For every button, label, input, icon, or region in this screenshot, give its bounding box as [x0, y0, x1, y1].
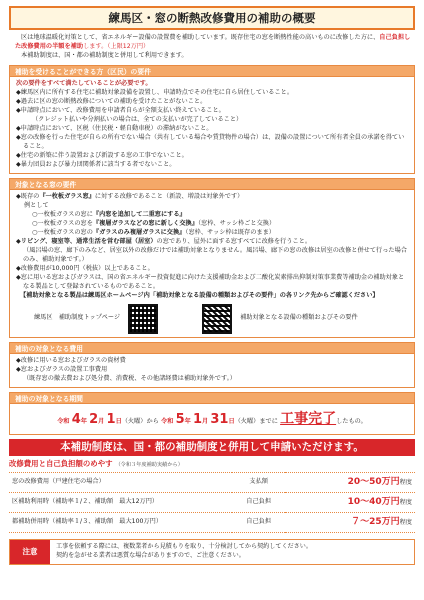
period-end-month: 1 — [192, 411, 202, 427]
text: ○一枚板ガラスの窓に — [32, 210, 93, 218]
cost-suffix: 程度 — [399, 519, 412, 527]
section-eligibility — [9, 77, 415, 174]
table-row — [9, 513, 415, 533]
cost-kind: 自己負担 — [232, 513, 285, 533]
section-eligibility-heading: 補助を受けることができる方（区民）の要件 — [9, 65, 415, 77]
period-start-year: 4 — [71, 411, 81, 427]
eligibility-item: ◆過去に区の窓の断熱改修についての補助を受けたことがないこと。 — [16, 97, 207, 105]
window-req-1 — [16, 193, 408, 202]
window-req-4: ◆窓に用いる窓およびガラスは、国の省エネルギー投資促進に向けた支援補助金および二酸化炭素排出抑制対策事業費等補助金の補助対象となる製品として登録されているものであること。 — [16, 273, 405, 290]
period-era: 令和 — [161, 417, 174, 425]
window-req-3: ◆改修費用が10,000円（税抜）以上であること。 — [16, 264, 154, 272]
cost-suffix: 程度 — [399, 499, 412, 507]
section-window-heading: 対象となる窓の要件 — [9, 178, 415, 190]
text: ○一枚板ガラスの窓を — [32, 219, 93, 227]
window-req-2 — [16, 238, 408, 247]
cost-table — [9, 472, 415, 533]
combined-subsidy-banner: 本補助制度は、国・都の補助制度と併用して申請いただけます。 — [9, 439, 415, 456]
period-unit: 年 — [184, 417, 191, 425]
window-example — [16, 211, 408, 220]
window-example — [16, 220, 408, 229]
eligibility-item: ◆窓の改修を行った住宅が自らの所有でない場合（共有している場合や賃貸物件の場合）は、設備の設置について所有者全員の承諾を得ていること。 — [16, 133, 405, 150]
eligibility-item: ◆申請時点において、改修費用を申請者自らが全額支払い終えていること。 — [16, 106, 225, 114]
text-bold: ◆リビング、寝室等、通常生活を営む部屋（居室） — [16, 237, 157, 245]
period-unit: 日 — [115, 417, 122, 425]
period-suffix: したもの。 — [336, 417, 367, 425]
text: に対する改修であること（新設、増設は対象外です） — [94, 192, 244, 200]
cost-label: 都補助併用時（補助率１/３、補助額 最大100万円） — [9, 513, 232, 533]
window-req-note: （風呂場の窓、廊下のみなど、居室以外の改修だけでは補助対象となりません。風呂場、廊下の窓の改修は居室の改修と併せて行った場合のみ、補助対象です。） — [23, 246, 407, 263]
eligibility-item: （クレジット払いや分割払いの場合は、全ての支払いが完了していること） — [32, 115, 243, 123]
period-start-day: 1 — [106, 411, 116, 427]
cost-amount: 10～40万円 — [347, 497, 400, 508]
text: の窓であり、屋外に面する窓すべてに改修を行うこと。 — [156, 237, 312, 245]
period-completion: 工事完了 — [280, 410, 337, 427]
cost-kind: 自己負担 — [232, 493, 285, 513]
period-end-year: 5 — [175, 411, 185, 427]
period-era: 令和 — [57, 417, 70, 425]
cost-label: 区補助利用時（補助率１/２、補助額 最大12万円） — [9, 493, 232, 513]
period-from: （火曜）から — [121, 417, 159, 425]
period-until: （火曜）までに — [234, 417, 278, 425]
qr-code-top[interactable] — [128, 304, 158, 334]
notice-line: 契約を急がせる業者は悪質な場合がありますので、ご注意ください。 — [56, 551, 245, 559]
qr-label-equipment: 補助対象となる設備の種類およびその要件 — [240, 314, 358, 322]
cost-amount-cell — [285, 493, 415, 513]
cost-amount: 20～50万円 — [347, 477, 400, 488]
cost-amount: ７～25万円 — [351, 517, 400, 528]
text-bold: 『複層ガラスなどの窓に新しく交換』 — [92, 219, 198, 227]
table-row — [9, 473, 415, 493]
text: （窓枠、サッシ枠は既存のまま） — [185, 228, 275, 236]
qr-code-equipment[interactable] — [202, 304, 232, 334]
notice-line: 工事を依頼する際には、複数業者から見積もりを取り、十分検討してから契約してください。 — [56, 543, 312, 551]
intro — [9, 34, 415, 61]
qr-label-top: 練馬区 補助制度トップページ — [34, 314, 121, 322]
cost-suffix: 程度 — [399, 479, 412, 487]
window-product-note: 【補助対象となる製品は練馬区ホームページ内「補助対象となる設備の種類およびその要件」の各リンク先からご確認ください】 — [20, 291, 379, 299]
cost-estimate-heading — [9, 459, 415, 470]
window-example — [16, 229, 408, 238]
text: ◆既存の — [16, 192, 40, 200]
section-window — [9, 190, 415, 338]
period-end-day: 31 — [210, 411, 229, 427]
text-bold: 『内窓を追加して二重窓にする』 — [92, 210, 186, 218]
intro-paragraph-2: 本補助制度は、国・都の補助制度と併用して利用できます。 — [21, 51, 188, 59]
section-cost — [9, 354, 415, 388]
text-bold: 『一枚板ガラス窓』 — [39, 192, 95, 200]
text: （窓枠、サッシ枠ごと交換） — [197, 219, 276, 227]
intro-highlight: 自己負担した改修費用の半額を補助 — [15, 34, 411, 50]
period-unit: 年 — [80, 417, 87, 425]
intro-paragraph — [9, 34, 415, 52]
notice-box — [9, 539, 415, 565]
period-unit: 月 — [202, 417, 209, 425]
cost-note: （既存窓の撤去費および処分費、消費税、その他諸経費は補助対象外です。） — [23, 374, 236, 382]
section-period-heading: 補助の対象となる期間 — [9, 392, 415, 404]
cost-heading-note: （令和３年度補助実績から） — [115, 462, 183, 469]
table-row — [9, 493, 415, 513]
eligibility-item: ◆暴力団員および暴力団関係者に該当する者でないこと。 — [16, 160, 176, 168]
eligibility-item: ◆申請時点において、区税（住民税・軽自動車税）の滞納がないこと。 — [16, 124, 213, 132]
cost-amount-cell — [285, 473, 415, 493]
intro-text-a: 区は地球温暖化対策として、省エネルギー設備の設置費を補助しています。既存住宅の窓を断熱性能の高いものに改修した方に、 — [21, 34, 380, 41]
notice-text — [50, 540, 318, 564]
cost-amount-cell — [285, 513, 415, 533]
period-unit: 日 — [228, 417, 235, 425]
cost-label: 窓の改修費用（戸建住宅の場合） — [9, 473, 232, 493]
notice-label: 注意 — [10, 540, 50, 564]
eligibility-item: ◆練馬区内に所有する住宅に補助対象設備を設置し、申請時点でその住宅に自ら居住していること。 — [16, 88, 294, 96]
eligibility-item: ◆住宅の新築に伴う設置および新設する窓の工事でないこと。 — [16, 151, 188, 159]
qr-row — [16, 304, 408, 334]
period-start-month: 2 — [89, 411, 99, 427]
text: ○一枚板ガラスの窓の — [32, 228, 93, 236]
cost-item: ◆改修に用いる窓およびガラスの資材費 — [16, 356, 126, 364]
period-unit: 月 — [98, 417, 105, 425]
eligibility-lead: 次の要件をすべて満たしていることが必要です。 — [16, 79, 152, 87]
cost-item: ◆窓およびガラスの設置工事費用 — [16, 365, 108, 373]
section-period — [9, 404, 415, 436]
intro-text-c: します。（上限12万円） — [83, 42, 150, 50]
cost-heading-text: 改修費用と自己負担額のめやす — [9, 459, 113, 469]
cost-kind: 支払額 — [232, 473, 285, 493]
window-example-lead: 例として — [24, 201, 49, 209]
page-title: 練馬区・窓の断熱改修費用の補助の概要 — [9, 6, 415, 30]
section-cost-heading: 補助の対象となる費用 — [9, 342, 415, 354]
text-bold: 『ガラスのみ複層ガラスに交換』 — [92, 228, 186, 236]
